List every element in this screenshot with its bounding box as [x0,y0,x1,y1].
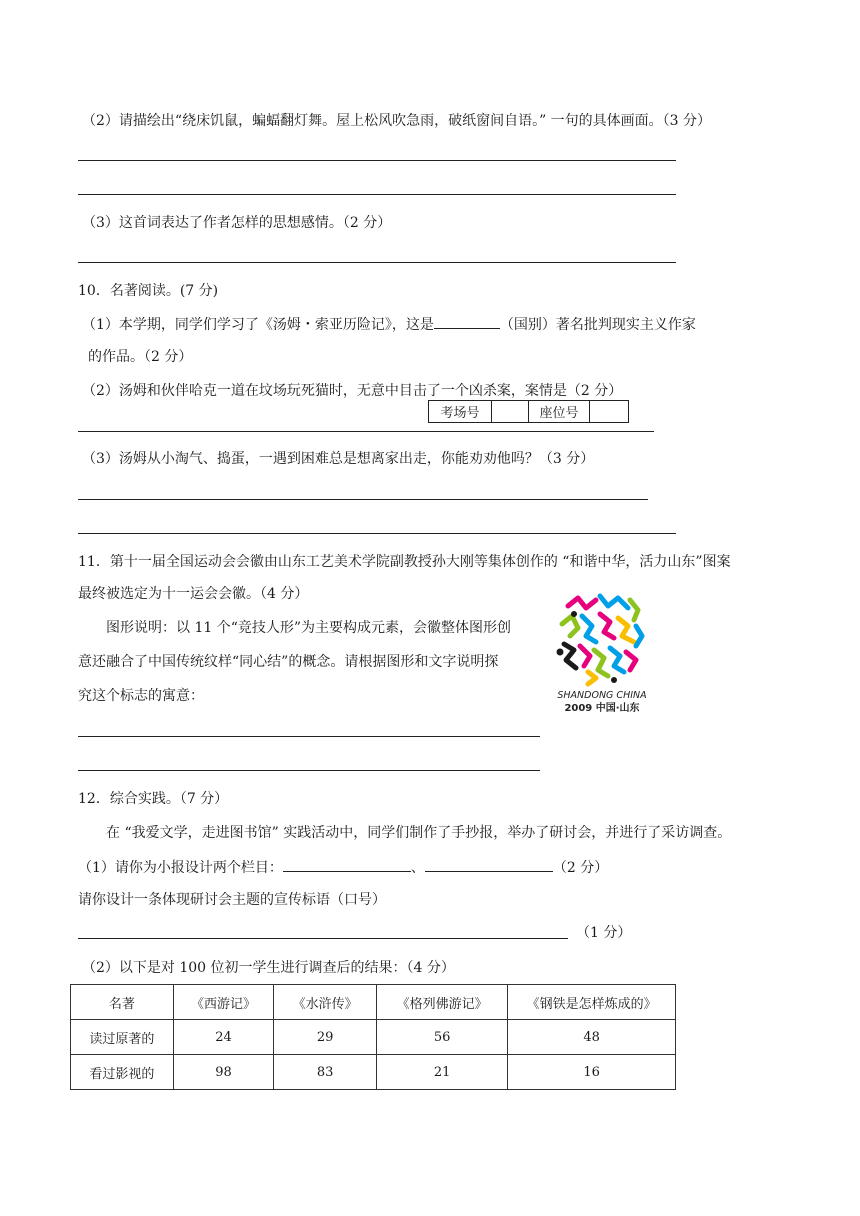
exam-room-label: 考场号 [429,401,492,423]
table-cell: 读过原著的 [71,1020,174,1055]
q10-part3-prompt: （3）汤姆从小淘气、捣蛋，一遇到困难总是想离家出走，你能劝劝他吗？（3 分） [82,451,595,467]
answer-line[interactable] [78,431,654,432]
score-box [428,400,629,423]
q11-text-line2: 最终被选定为十一运会会徽。（4 分） [78,586,309,602]
q12-part2-prompt: （2）以下是对 100 位初一学生进行调查后的结果：（4 分） [82,960,455,976]
q12-title: 12．综合实践。（7 分） [78,791,229,807]
q10-part1-text-a: （1）本学期，同学们学习了《汤姆・索亚历险记》，这是 [82,317,434,333]
answer-line[interactable] [78,194,676,195]
q11-text-line1: 11．第十一届全国运动会会徽由山东工艺美术学院副教授孙大刚等集体创作的 “和谐中华，活力山东”图案 [78,554,731,570]
q12-part1-line1 [78,857,608,877]
games-emblem-icon [548,580,656,718]
q10-part1-line2: 的作品。（2 分） [88,349,193,365]
table-header-cell: 名著 [71,985,174,1020]
table-cell: 24 [173,1020,274,1055]
table-cell: 21 [377,1055,508,1090]
country-blank[interactable] [434,314,500,329]
q9-part2-prompt: （2）请描绘出“绕床饥鼠，蝙蝠翻灯舞。屋上松风吹急雨，破纸窗间自语。” 一句的具体画面。（3 分） [82,113,712,129]
q12-intro: 在 “我爱文学，走进图书馆” 实践活动中，同学们制作了手抄报，举办了研讨会，并进行了采访调查。 [106,825,732,841]
q11-text-line5: 究这个标志的寓意： [78,688,204,704]
q10-part1-text-b: （国别）著名批判现实主义作家 [499,317,696,333]
table-row [71,1020,676,1055]
q12-part1-text-a: （1）请你为小报设计两个栏目： [78,860,283,876]
q12-part1-text-b: （2 分） [552,860,609,876]
exam-room-cell[interactable] [492,401,529,423]
table-cell: 48 [508,1020,676,1055]
table-header-cell: 《水浒传》 [274,985,377,1020]
q11-text-line4: 意还融合了中国传统纹样“同心结”的概念。请根据图形和文字说明探 [78,654,499,670]
answer-line[interactable] [78,499,648,500]
table-cell: 98 [173,1055,274,1090]
column-blank-2[interactable] [425,857,553,872]
answer-line[interactable] [78,262,676,263]
answer-line[interactable] [78,160,676,161]
q10-part2-prompt: （2）汤姆和伙伴哈克一道在坟场玩死猫时，无意中目击了一个凶杀案，案情是（2 分） [82,383,623,399]
seat-label: 座位号 [529,401,590,423]
column-blank-1[interactable] [283,857,411,872]
table-cell: 56 [377,1020,508,1055]
games-emblem-logo [548,580,656,718]
seat-cell[interactable] [590,401,629,423]
table-header-cell: 《格列佛游记》 [377,985,508,1020]
q10-part1-line1 [82,314,696,334]
table-row [71,1055,676,1090]
table-cell: 83 [274,1055,377,1090]
q12-part1-sep: 、 [410,860,425,876]
q12-slogan-points: （1 分） [576,925,632,941]
survey-table [70,984,676,1090]
answer-line[interactable] [78,533,676,534]
emblem-text-2: 2009 中国·山东 [564,703,640,714]
q12-slogan-prompt: 请你设计一条体现研讨会主题的宣传标语（口号） [78,892,386,908]
emblem-text-1: SHANDONG CHINA [557,690,647,701]
q11-text-line3: 图形说明：以 11 个“竞技人形”为主要构成元素，会徽整体图形创 [106,620,512,636]
table-cell: 16 [508,1055,676,1090]
q10-title: 10．名著阅读。(7 分) [78,283,219,299]
table-header-row [71,985,676,1020]
table-cell: 29 [274,1020,377,1055]
slogan-answer-line[interactable] [78,938,568,939]
table-cell: 看过影视的 [71,1055,174,1090]
q9-part3-prompt: （3）这首词表达了作者怎样的思想感情。（2 分） [82,215,392,231]
table-header-cell: 《钢铁是怎样炼成的》 [508,985,676,1020]
table-header-cell: 《西游记》 [173,985,274,1020]
answer-line[interactable] [78,770,540,771]
answer-line[interactable] [78,736,540,737]
